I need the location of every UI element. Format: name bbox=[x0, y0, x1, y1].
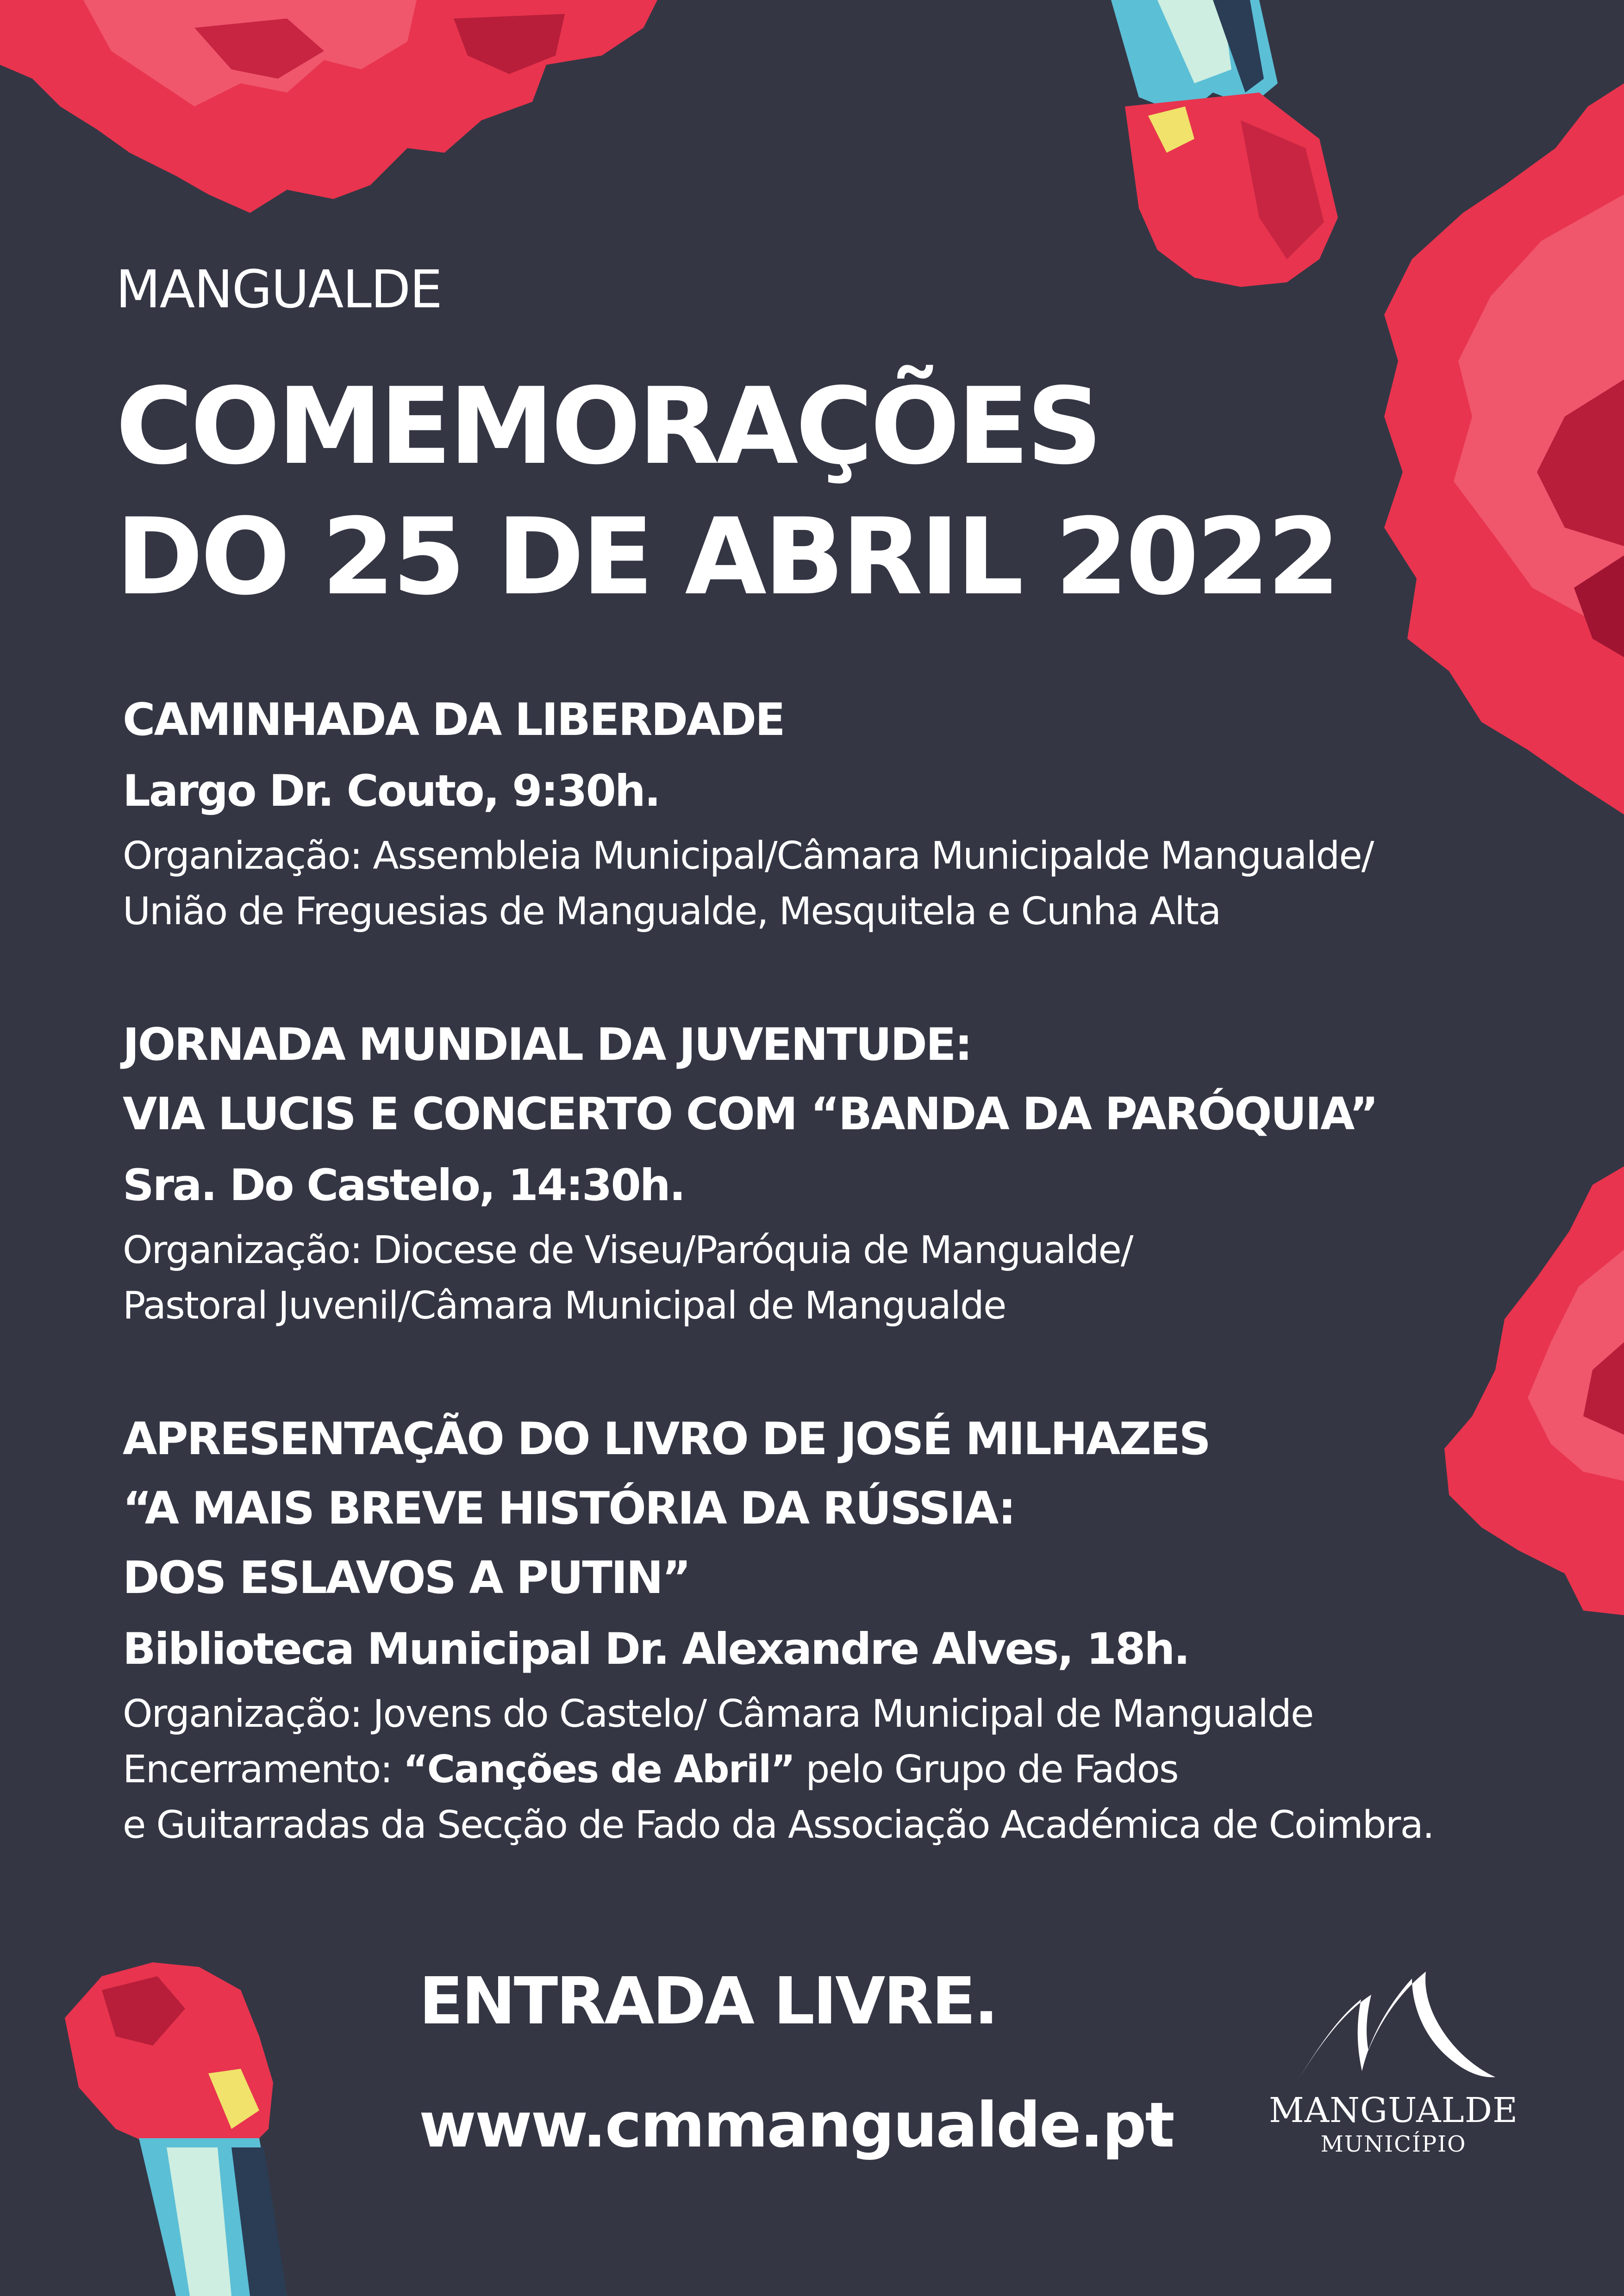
logo-subtitle: MUNICÍPIO bbox=[1320, 2131, 1467, 2158]
event-title-line: VIA LUCIS E CONCERTO COM “BANDA DA PARÓQUIA” bbox=[123, 1088, 1377, 1140]
title-line-1: COMEMORAÇÕES bbox=[116, 365, 1100, 488]
event-title-line: APRESENTAÇÃO DO LIVRO DE JOSÉ MILHAZES bbox=[123, 1413, 1210, 1465]
closing-suffix: pelo Grupo de Fados bbox=[794, 1748, 1178, 1792]
event-title bbox=[123, 1010, 1558, 1149]
event-title bbox=[123, 1404, 1558, 1612]
event-closing-last-line: e Guitarradas da Secção de Fado da Associação Académica de Coimbra. bbox=[123, 1803, 1434, 1847]
title-line-2: DO 25 DE ABRIL 2022 bbox=[116, 495, 1338, 618]
event-list bbox=[123, 685, 1558, 1853]
logo-name: MANGUALDE bbox=[1268, 2091, 1518, 2130]
event-title bbox=[123, 685, 1558, 754]
closing-prefix: Encerramento: bbox=[123, 1748, 403, 1792]
event-title-line: DOS ESLAVOS A PUTIN” bbox=[123, 1552, 690, 1604]
event-organizer-line: Pastoral Juvenil/Câmara Municipal de Mangualde bbox=[123, 1284, 1006, 1328]
carnation-bottom-left bbox=[65, 1962, 287, 2296]
mangualde-m-logo-icon bbox=[1287, 1967, 1500, 2092]
event-place-time: Sra. Do Castelo, 14:30h. bbox=[123, 1160, 685, 1211]
event-organizer-line: Organização: Assembleia Municipal/Câmara Municipalde Mangualde/ bbox=[123, 834, 1374, 878]
event-place-time: Biblioteca Municipal Dr. Alexandre Alves, 18h. bbox=[123, 1624, 1189, 1674]
event-title-line: JORNADA MUNDIAL DA JUVENTUDE: bbox=[123, 1019, 971, 1070]
event-book-presentation bbox=[123, 1404, 1558, 1853]
page-title bbox=[116, 361, 1337, 622]
closing-highlight: “Canções de Abril” bbox=[403, 1748, 795, 1792]
event-organizer-line: União de Freguesias de Mangualde, Mesquitela e Cunha Alta bbox=[123, 890, 1221, 933]
event-organizer-line: Organização: Jovens do Castelo/ Câmara Municipal de Mangualde bbox=[123, 1692, 1313, 1736]
event-caminhada bbox=[123, 685, 1558, 940]
event-title-line: CAMINHADA DA LIBERDADE bbox=[123, 694, 784, 746]
municipality-logo bbox=[1268, 1967, 1518, 2157]
event-place-time: Largo Dr. Couto, 9:30h. bbox=[123, 766, 660, 816]
event-organizer-line: Organização: Diocese de Viseu/Paróquia de Mangualde/ bbox=[123, 1228, 1133, 1272]
event-title-line: “A MAIS BREVE HISTÓRIA DA RÚSSIA: bbox=[123, 1482, 1015, 1534]
event-closing-line bbox=[123, 1742, 1558, 1798]
carnation-top-left bbox=[0, 0, 657, 213]
carnation-top-stem bbox=[1111, 0, 1338, 287]
town-kicker: MANGUALDE bbox=[116, 260, 442, 320]
website-link[interactable]: www.cmmangualde.pt bbox=[419, 2089, 1174, 2161]
event-jornada bbox=[123, 1010, 1558, 1334]
free-entry-notice: ENTRADA LIVRE. bbox=[419, 1964, 997, 2039]
